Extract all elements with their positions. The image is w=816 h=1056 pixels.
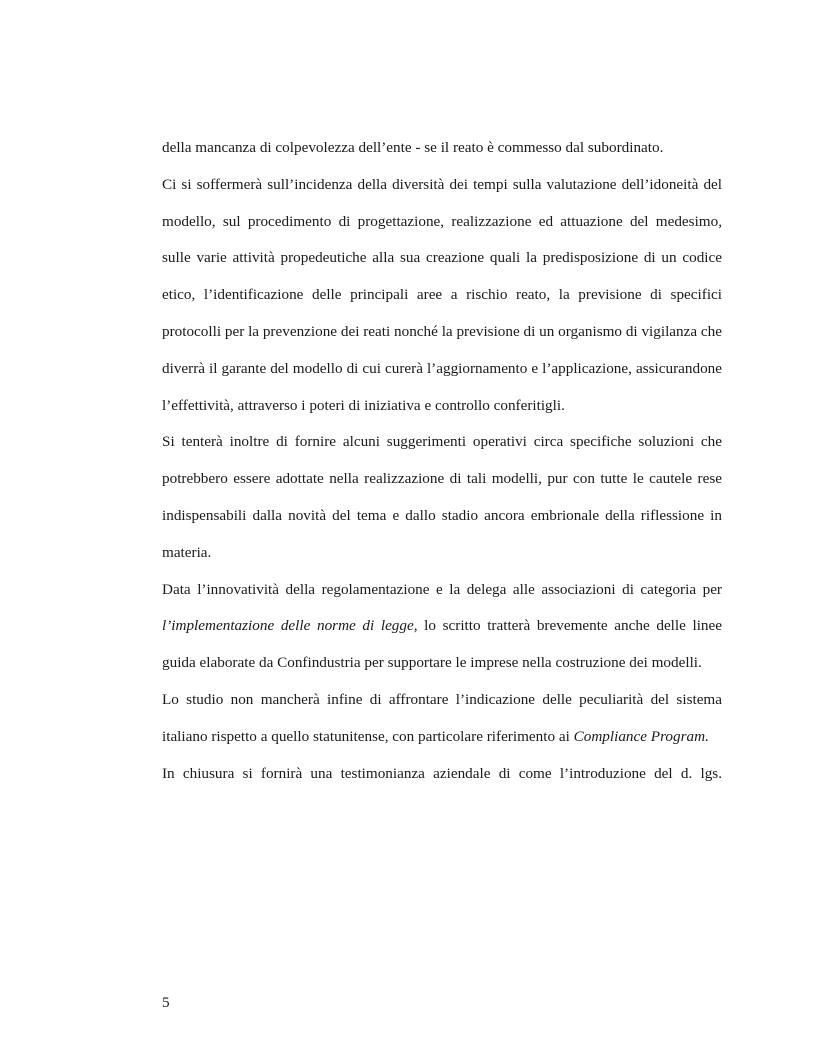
- paragraph-5: [162, 682, 722, 756]
- paragraph-5-text-start: Lo studio non mancherà infine di affrontare l’indicazione delle peculiarità del sistema italiano rispetto a quello statunitense, con particolare riferimento ai: [162, 690, 722, 745]
- page-number: 5: [162, 994, 170, 1011]
- paragraph-1: della mancanza di colpevolezza dell’ente - se il reato è commesso dal subordinato.: [162, 139, 664, 156]
- paragraph-3: Si tenterà inoltre di fornire alcuni suggerimenti operativi circa specifiche soluzioni che potrebbero essere adottate nella realizzazione di tali modelli, pur con tutte le cautele rese indispensabili dalla novità del tema e dallo stadio ancora embrionale della riflessione in materia.: [162, 433, 722, 561]
- paragraph-5-italic-phrase: Compliance Program.: [573, 727, 709, 745]
- paragraph-4-text-end: lo scritto tratterà brevemente anche delle linee guida elaborate da Confindustria per supportare le imprese nella costruzione dei modelli.: [162, 617, 723, 672]
- document-body: [162, 130, 722, 792]
- paragraph-4-text-start: Data l’innovatività della regolamentazione e la delega alle associazioni di categoria per: [162, 580, 722, 598]
- paragraph-6: In chiusura si fornirà una testimonianza aziendale di come l’introduzione del d. lgs.: [162, 764, 722, 782]
- paragraph-4: [162, 572, 722, 682]
- paragraph-4-italic-phrase: l’implementazione delle norme di legge,: [162, 617, 418, 635]
- paragraph-2: Ci si soffermerà sull’incidenza della diversità dei tempi sulla valutazione dell’idoneità del modello, sul procedimento di progettazione, realizzazione ed attuazione del medesimo, sulle varie attività propedeutiche alla sua creazione quali la predisposizione di un codice etico, l’identificazione delle principali aree a rischio reato, la previsione di specifici protocolli per la prevenzione dei reati nonché la previsione di un organismo di vigilanza che diverrà il garante del modello di cui curerà l’aggiornamento e l’applicazione, assicurandone l’effettività, attraverso i poteri di iniziativa e controllo conferitigli.: [162, 175, 722, 414]
